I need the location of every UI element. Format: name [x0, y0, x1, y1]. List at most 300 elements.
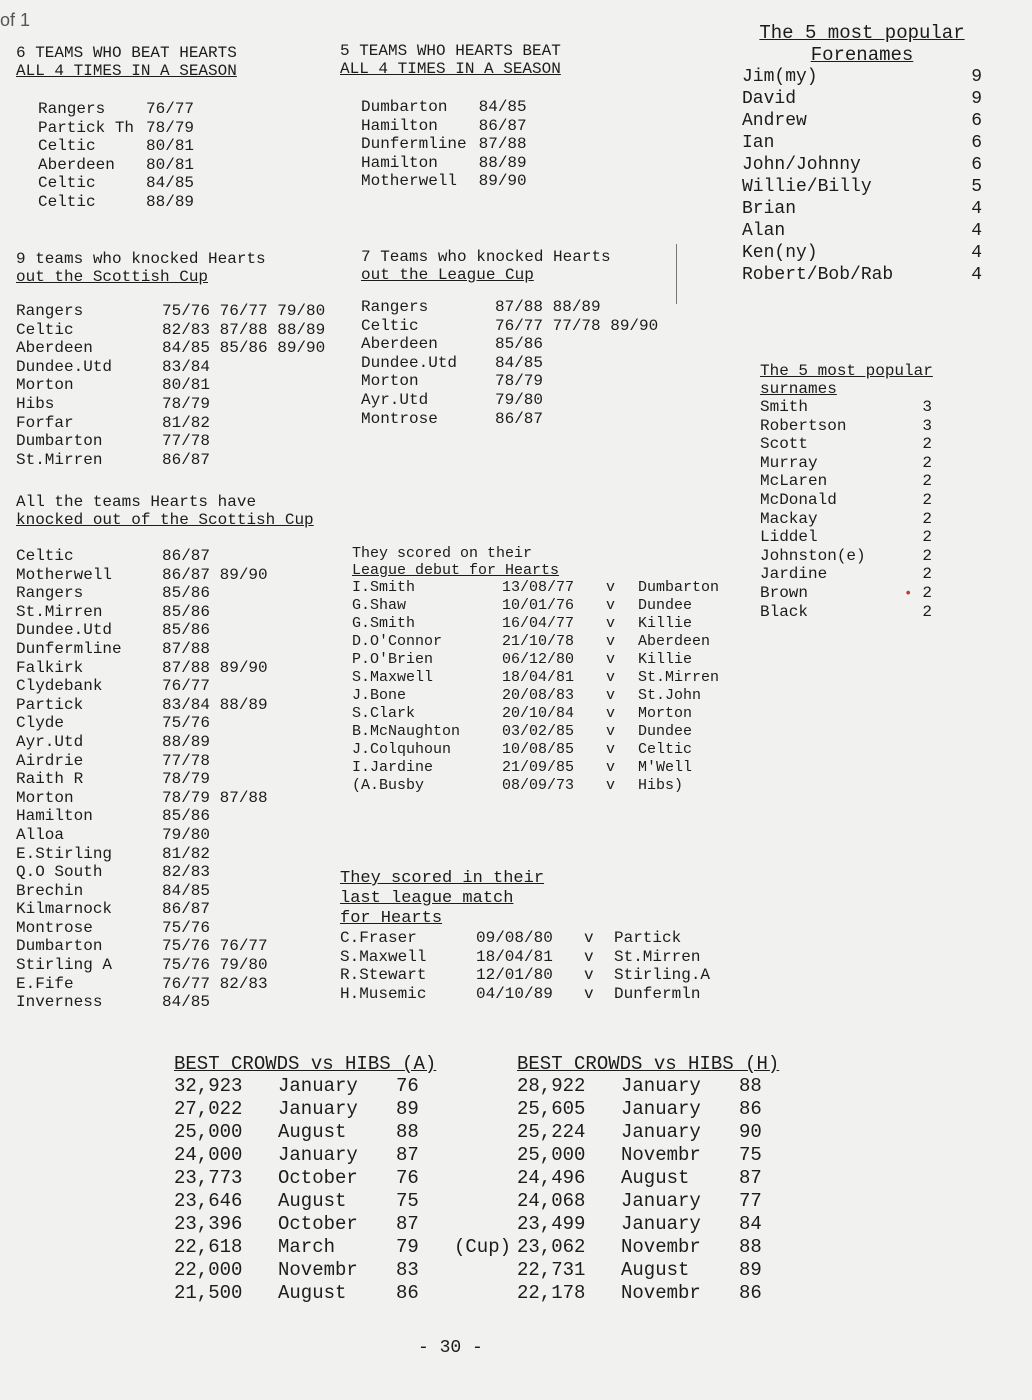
table-row	[174, 1075, 511, 1098]
table-row	[352, 669, 719, 687]
table-row	[340, 985, 710, 1004]
cell-opponent: Hibs)	[638, 777, 684, 794]
cell-crowd: 28,922	[517, 1075, 586, 1097]
cell-name: Smith	[760, 398, 809, 416]
table-row	[16, 770, 268, 789]
table-row	[174, 1236, 511, 1259]
cell-v: v	[584, 947, 594, 966]
cell-player: R.Stewart	[340, 966, 427, 985]
cell-note	[454, 1213, 511, 1236]
table-row	[16, 640, 268, 659]
cell-name: John/Johnny	[742, 155, 861, 175]
cell-note	[454, 1075, 511, 1098]
cell-crowd: 32,923	[174, 1075, 243, 1097]
cell-month: January	[278, 1075, 358, 1097]
table-row	[352, 687, 719, 705]
cell-season: 84/85	[146, 174, 195, 193]
cell-team: Stirling A	[16, 956, 113, 975]
table-row	[38, 193, 194, 212]
cell-date: 10/01/76	[502, 597, 575, 614]
cell-month: August	[621, 1167, 690, 1189]
cell-player: G.Smith	[352, 615, 416, 632]
cell-crowd: 25,224	[517, 1121, 586, 1143]
cell-v: v	[606, 687, 616, 704]
hearts-beat-table	[361, 98, 527, 191]
cell-team: Rangers	[16, 302, 84, 320]
table-row	[16, 937, 268, 956]
cell-count: 3	[922, 416, 932, 435]
table-row	[16, 919, 268, 938]
table-row	[517, 1075, 762, 1098]
cell-v: v	[606, 615, 616, 632]
table-row	[517, 1121, 762, 1144]
cell-count: 2	[922, 583, 932, 602]
cell-team: Aberdeen	[16, 339, 93, 358]
table-row	[742, 220, 982, 242]
cell-opponent: Killie	[638, 651, 693, 668]
crowds-away-section	[174, 1053, 511, 1305]
cell-year: 87	[739, 1167, 762, 1189]
cell-team: Hamilton	[361, 116, 438, 135]
cell-player: S.Clark	[352, 705, 416, 722]
table-row	[16, 302, 325, 321]
all-knocked-section	[16, 493, 314, 1012]
cell-team: Dunfermline	[16, 639, 122, 658]
forenames-title-1: The 5 most popular	[759, 22, 965, 44]
knocked-league-title-1: 7 Teams who knocked Hearts	[361, 248, 611, 266]
cell-player: S.Maxwell	[352, 669, 434, 686]
table-row	[760, 528, 932, 547]
cell-team: Celtic	[38, 192, 96, 211]
cell-team: Dumbarton	[16, 432, 103, 451]
cell-player: J.Bone	[352, 687, 407, 704]
all-knocked-title-1: All the teams Hearts have	[16, 493, 257, 511]
cell-team: E.Fife	[16, 974, 74, 993]
table-row	[517, 1098, 762, 1121]
table-row	[174, 1167, 511, 1190]
cell-opponent: Killie	[638, 615, 693, 632]
cell-team: Hamilton	[16, 807, 93, 826]
table-row	[16, 321, 325, 340]
cell-seasons: 75/76	[162, 918, 211, 937]
cell-year: 86	[739, 1282, 762, 1304]
cell-crowd: 25,605	[517, 1098, 586, 1120]
cell-season: 78/79	[146, 118, 195, 137]
table-row	[16, 547, 268, 566]
cell-team: Celtic	[38, 174, 96, 193]
cell-seasons: 76/77 77/78 89/90	[495, 316, 659, 335]
table-row	[174, 1098, 511, 1121]
cell-year: 77	[739, 1190, 762, 1212]
cell-date: 09/08/80	[476, 929, 553, 947]
cell-seasons: 81/82	[162, 844, 211, 863]
cell-v: v	[606, 579, 616, 596]
cell-year: 83	[396, 1259, 419, 1281]
cell-count: 6	[971, 133, 982, 153]
cell-seasons: 79/80	[495, 390, 544, 409]
cell-team: Inverness	[16, 993, 103, 1012]
table-row	[361, 172, 527, 191]
cell-month: October	[278, 1213, 358, 1235]
table-row	[38, 156, 194, 175]
cell-note	[454, 1190, 511, 1213]
cell-team: Dunfermline	[361, 135, 467, 154]
cell-month: October	[278, 1167, 358, 1189]
cell-player: I.Jardine	[352, 759, 434, 776]
debut-section	[352, 545, 719, 795]
table-row	[16, 395, 325, 414]
cell-seasons: 80/81	[162, 376, 211, 395]
table-row	[16, 414, 325, 433]
cell-team: Clyde	[16, 714, 65, 733]
table-row	[742, 132, 982, 154]
table-row	[361, 135, 527, 154]
cell-team: Ayr.Utd	[361, 390, 429, 409]
cell-name: Andrew	[742, 111, 807, 131]
table-row	[174, 1282, 511, 1305]
cell-count: 2	[922, 509, 932, 528]
table-row	[760, 472, 932, 491]
cell-seasons: 84/85 85/86 89/90	[162, 339, 326, 358]
table-row	[760, 510, 932, 529]
table-row	[361, 335, 658, 354]
table-row	[16, 376, 325, 395]
cell-year: 76	[396, 1075, 419, 1097]
table-row	[517, 1259, 762, 1282]
cell-team: Q.O South	[16, 863, 103, 882]
cell-name: McDonald	[760, 490, 837, 509]
table-row	[16, 733, 268, 752]
debut-title-1: They scored on their	[352, 545, 533, 562]
cell-seasons: 86/87	[495, 409, 544, 428]
cell-count: 2	[922, 435, 932, 454]
table-row	[517, 1144, 762, 1167]
cell-year: 84	[739, 1213, 762, 1235]
cell-v: v	[606, 777, 616, 794]
cell-seasons: 86/87	[162, 450, 211, 469]
cell-date: 20/08/83	[502, 687, 575, 704]
cell-month: Novembr	[621, 1282, 701, 1304]
cell-note	[454, 1167, 511, 1190]
cell-count: 2	[922, 490, 932, 509]
cell-seasons: 85/86	[495, 335, 544, 354]
table-row	[352, 759, 719, 777]
table-row	[16, 432, 325, 451]
cell-player: P.O'Brien	[352, 651, 434, 668]
cell-player: J.Colquhoun	[352, 741, 452, 758]
cell-v: v	[606, 705, 616, 722]
table-row	[16, 882, 268, 901]
table-row	[361, 372, 658, 391]
cell-seasons: 83/84	[162, 357, 211, 376]
cell-count: 2	[922, 546, 932, 565]
cell-note	[454, 1259, 511, 1282]
cell-count: 2	[922, 602, 932, 621]
cell-month: August	[278, 1121, 347, 1143]
table-row	[361, 391, 658, 410]
cell-seasons: 87/88 89/90	[162, 658, 268, 677]
table-row	[361, 117, 527, 136]
cell-seasons: 87/88 88/89	[495, 298, 601, 316]
cell-v: v	[606, 597, 616, 614]
crowds-away-title: BEST CROWDS vs HIBS (A)	[174, 1053, 437, 1075]
table-row	[16, 677, 268, 696]
crowds-away-table	[174, 1075, 511, 1305]
cell-season: 84/85	[478, 98, 527, 116]
cell-team: Montrose	[16, 918, 93, 937]
forenames-table	[742, 66, 982, 286]
cell-name: Murray	[760, 453, 818, 472]
cell-seasons: 75/76	[162, 714, 211, 733]
cell-season: 86/87	[478, 116, 527, 135]
cell-season: 76/77	[146, 100, 195, 118]
cell-player: H.Musemic	[340, 984, 427, 1003]
cell-team: St.Mirren	[16, 602, 103, 621]
cell-year: 75	[739, 1144, 762, 1166]
cell-opponent: Partick	[614, 929, 682, 947]
table-row	[16, 339, 325, 358]
table-row	[16, 584, 268, 603]
table-row	[742, 110, 982, 132]
table-row	[16, 752, 268, 771]
cell-team: Rangers	[38, 100, 106, 118]
cell-team: Dundee.Utd	[16, 621, 113, 640]
cell-name: Jardine	[760, 565, 828, 584]
cell-seasons: 85/86	[162, 584, 211, 603]
cell-year: 88	[396, 1121, 419, 1143]
table-row	[361, 298, 658, 317]
cell-seasons: 75/76 79/80	[162, 956, 268, 975]
table-row	[352, 615, 719, 633]
cell-team: E.Stirling	[16, 844, 113, 863]
cell-year: 75	[396, 1190, 419, 1212]
table-row	[16, 900, 268, 919]
table-row	[38, 174, 194, 193]
cell-team: Dumbarton	[361, 98, 448, 116]
cell-season: 88/89	[478, 153, 527, 172]
cell-name: Brian	[742, 199, 797, 219]
cell-year: 88	[739, 1236, 762, 1258]
cell-team: Celtic	[16, 320, 74, 339]
cell-year: 87	[396, 1144, 419, 1166]
cell-date: 10/08/85	[502, 741, 575, 758]
cell-crowd: 23,646	[174, 1190, 243, 1212]
beat-hearts-table	[38, 100, 194, 212]
cell-name: Robert/Bob/Rab	[742, 265, 894, 285]
cell-v: v	[606, 633, 616, 650]
table-row	[38, 119, 194, 138]
cell-crowd: 27,022	[174, 1098, 243, 1120]
cell-opponent: St.Mirren	[638, 669, 720, 686]
cell-team: Dumbarton	[16, 937, 103, 956]
cell-seasons: 84/85	[162, 881, 211, 900]
cell-count: 3	[922, 398, 932, 416]
cell-team: Hibs	[16, 394, 55, 413]
cell-name: Jim(my)	[742, 67, 818, 87]
cell-date: 21/09/85	[502, 759, 575, 776]
table-row	[16, 696, 268, 715]
cell-date: 20/10/84	[502, 705, 575, 722]
knocked-league-title-2: out the League Cup	[361, 266, 534, 284]
cell-team: Airdrie	[16, 751, 84, 770]
table-row	[352, 723, 719, 741]
table-row	[38, 137, 194, 156]
table-row	[760, 454, 932, 473]
table-row	[517, 1190, 762, 1213]
cell-date: 03/02/85	[502, 723, 575, 740]
cell-seasons: 88/89	[162, 732, 211, 751]
cell-team: Celtic	[16, 547, 74, 565]
cell-year: 79	[396, 1236, 419, 1258]
cell-team: Hamilton	[361, 153, 438, 172]
cell-seasons: 86/87 89/90	[162, 565, 268, 584]
cell-team: Aberdeen	[361, 335, 438, 354]
cell-month: January	[278, 1144, 358, 1166]
table-row	[16, 566, 268, 585]
cell-crowd: 21,500	[174, 1282, 243, 1304]
knocked-scottish-section	[16, 250, 325, 469]
cell-player: S.Maxwell	[340, 947, 427, 966]
cell-team: Morton	[16, 376, 74, 395]
table-row	[517, 1213, 762, 1236]
cell-team: Dundee.Utd	[361, 353, 458, 372]
cell-seasons: 75/76 76/77	[162, 937, 268, 956]
cell-note	[454, 1121, 511, 1144]
cell-name: Liddel	[760, 528, 818, 547]
cell-team: Raith R	[16, 770, 84, 789]
cell-season: 88/89	[146, 192, 195, 211]
cell-team: Kilmarnock	[16, 900, 113, 919]
table-row	[340, 929, 710, 948]
cell-team: Montrose	[361, 409, 438, 428]
cell-count: 2	[922, 565, 932, 584]
cell-name: Robertson	[760, 416, 847, 435]
table-row	[16, 621, 268, 640]
table-row	[742, 242, 982, 264]
cell-v: v	[606, 741, 616, 758]
beat-hearts-title-1: 6 TEAMS WHO BEAT HEARTS	[16, 44, 237, 62]
cell-year: 89	[739, 1259, 762, 1281]
cell-opponent: Celtic	[638, 741, 693, 758]
table-row	[16, 358, 325, 377]
cell-count: 4	[971, 243, 982, 263]
table-row	[340, 966, 710, 985]
cell-team: Celtic	[38, 137, 96, 156]
table-row	[517, 1167, 762, 1190]
table-row	[174, 1190, 511, 1213]
table-row	[16, 603, 268, 622]
cell-opponent: M'Well	[638, 759, 693, 776]
surnames-title-2: surnames	[760, 380, 837, 398]
cell-count: 5	[971, 177, 982, 197]
table-row	[742, 66, 982, 88]
cell-date: 13/08/77	[502, 579, 575, 596]
cell-month: Novembr	[278, 1259, 358, 1281]
cell-crowd: 23,773	[174, 1167, 243, 1189]
cell-team: Ayr.Utd	[16, 732, 84, 751]
cell-date: 04/10/89	[476, 984, 553, 1003]
table-row	[16, 826, 268, 845]
cell-v: v	[606, 669, 616, 686]
crowds-home-table	[517, 1075, 762, 1305]
all-knocked-table	[16, 547, 268, 1012]
cell-count: 2	[922, 453, 932, 472]
cell-name: Willie/Billy	[742, 177, 872, 197]
cell-season: 87/88	[478, 135, 527, 154]
last-match-title-3: for Hearts	[340, 909, 443, 928]
table-row	[16, 845, 268, 864]
table-row	[517, 1282, 762, 1305]
cell-month: August	[278, 1282, 347, 1304]
cell-opponent: Dundee	[638, 597, 693, 614]
cell-seasons: 76/77	[162, 677, 211, 696]
crowds-home-title: BEST CROWDS vs HIBS (H)	[517, 1053, 780, 1075]
cell-player: B.McNaughton	[352, 723, 461, 740]
cell-crowd: 25,000	[517, 1144, 586, 1166]
table-row	[760, 435, 932, 454]
cell-seasons: 83/84 88/89	[162, 695, 268, 714]
cell-seasons: 78/79	[162, 770, 211, 789]
cell-month: January	[621, 1121, 701, 1143]
table-row	[742, 88, 982, 110]
cell-date: 12/01/80	[476, 966, 553, 985]
cell-seasons: 85/86	[162, 807, 211, 826]
cell-crowd: 23,062	[517, 1236, 586, 1258]
cell-name: Scott	[760, 435, 809, 454]
table-row	[742, 154, 982, 176]
cell-v: v	[584, 929, 594, 947]
cell-month: January	[621, 1190, 701, 1212]
table-row	[352, 651, 719, 669]
table-row	[16, 659, 268, 678]
forenames-title-2: Forenames	[810, 44, 914, 66]
cell-player: C.Fraser	[340, 929, 417, 947]
cell-v: v	[606, 651, 616, 668]
table-row	[352, 777, 719, 795]
last-match-table	[340, 929, 710, 1003]
cell-note	[454, 1282, 511, 1305]
cell-seasons: 75/76 76/77 79/80	[162, 302, 326, 320]
cell-count: 6	[971, 155, 982, 175]
cell-team: Celtic	[361, 316, 419, 335]
cell-month: August	[278, 1190, 347, 1212]
cell-count: 4	[971, 199, 982, 219]
table-row	[361, 154, 527, 173]
cell-team: Clydebank	[16, 677, 103, 696]
cell-crowd: 22,178	[517, 1282, 586, 1304]
cell-year: 89	[396, 1098, 419, 1120]
cell-opponent: Dumbarton	[638, 579, 720, 596]
page-number: - 30 -	[418, 1338, 483, 1358]
cell-seasons: 81/82	[162, 413, 211, 432]
table-row	[352, 633, 719, 651]
table-row	[742, 198, 982, 220]
table-row	[760, 417, 932, 436]
crowds-home-section	[517, 1053, 779, 1305]
cell-team: Rangers	[361, 298, 429, 316]
knocked-league-table	[361, 298, 658, 428]
beat-hearts-title-2: ALL 4 TIMES IN A SEASON	[16, 62, 237, 80]
cell-seasons: 76/77 82/83	[162, 974, 268, 993]
table-row	[174, 1213, 511, 1236]
hearts-beat-section	[340, 42, 561, 191]
table-row	[760, 398, 932, 417]
surnames-title-1: The 5 most popular	[760, 362, 933, 380]
table-row	[174, 1144, 511, 1167]
cell-year: 86	[739, 1098, 762, 1120]
cell-seasons: 78/79	[495, 372, 544, 391]
table-row	[361, 317, 658, 336]
